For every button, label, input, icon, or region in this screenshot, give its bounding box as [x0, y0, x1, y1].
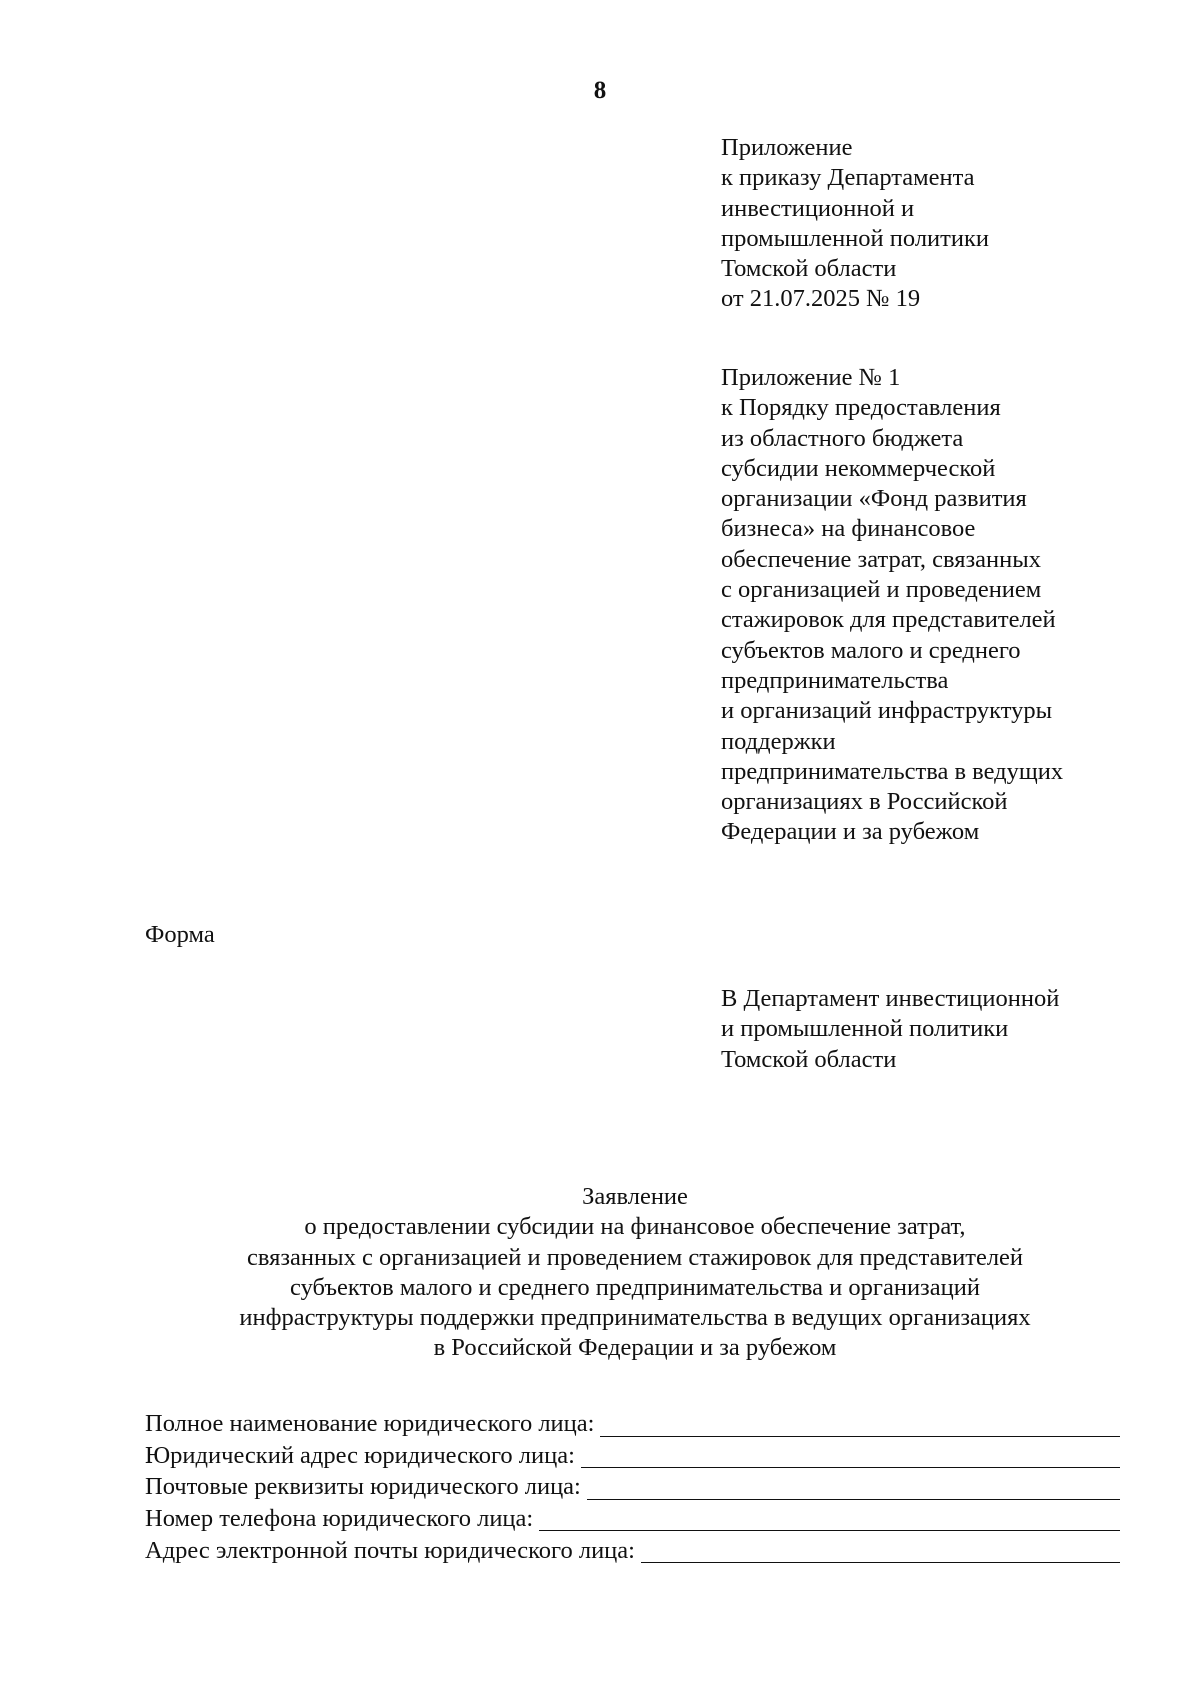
- field-blank-line[interactable]: [587, 1476, 1120, 1500]
- appendix-one-line: к Порядку предоставления: [721, 394, 1001, 422]
- applicant-fields: [145, 1408, 1120, 1566]
- field-blank-line[interactable]: [539, 1507, 1120, 1531]
- appendix-one-line: стажировок для представителей: [721, 606, 1056, 634]
- field-label: Юридический адрес юридического лица:: [145, 1441, 575, 1469]
- appendix-one-line: обеспечение затрат, связанных: [721, 545, 1041, 573]
- appendix-header-line: Томской области: [721, 255, 897, 283]
- page-number: 8: [593, 77, 607, 104]
- field-blank-line[interactable]: [600, 1413, 1120, 1437]
- title-line: связанных с организацией и проведением стажировок для представителей: [246, 1243, 1024, 1271]
- appendix-one-line: предпринимательства в ведущих: [721, 757, 1064, 785]
- appendix-one-header: [721, 363, 1063, 848]
- appendix-header-line: Приложение: [721, 134, 853, 161]
- field-label: Почтовые реквизиты юридического лица:: [145, 1473, 581, 1501]
- appendix-one-line: Федерации и за рубежом: [721, 818, 980, 846]
- form-label: Форма: [145, 921, 215, 948]
- appendix-one-line: из областного бюджета: [721, 424, 964, 452]
- title-heading: Заявление: [582, 1183, 688, 1210]
- appendix-one-line: поддержки: [721, 727, 836, 755]
- field-phone: [145, 1503, 1120, 1535]
- document-title: [0, 1182, 1200, 1364]
- appendix-one-line: организациях в Российской: [721, 788, 1008, 816]
- addressee-line: В Департамент инвестиционной: [721, 985, 1060, 1012]
- field-blank-line[interactable]: [641, 1539, 1120, 1563]
- appendix-header-line: от 21.07.2025 № 19: [721, 285, 921, 313]
- title-line: инфраструктуры поддержки предпринимательства в ведущих организациях: [239, 1304, 1031, 1332]
- title-line: о предоставлении субсидии на финансовое обеспечение затрат,: [304, 1213, 966, 1241]
- appendix-header-line: инвестиционной и: [721, 194, 915, 222]
- appendix-header: [721, 133, 989, 315]
- title-line: в Российской Федерации и за рубежом: [433, 1334, 837, 1362]
- title-line: субъектов малого и среднего предпринимательства и организаций: [290, 1273, 980, 1301]
- appendix-header-line: к приказу Департамента: [721, 164, 975, 192]
- appendix-header-line: промышленной политики: [721, 224, 989, 252]
- field-label: Адрес электронной почты юридического лица:: [145, 1536, 635, 1564]
- addressee-line: Томской области: [721, 1045, 897, 1073]
- appendix-one-line: субсидии некоммерческой: [721, 454, 996, 482]
- appendix-one-line: с организацией и проведением: [721, 576, 1042, 604]
- appendix-one-line: предпринимательства: [721, 666, 949, 694]
- field-legal-address: [145, 1440, 1120, 1472]
- appendix-one-line: субъектов малого и среднего: [721, 636, 1021, 664]
- field-label: Номер телефона юридического лица:: [145, 1505, 534, 1533]
- field-label: Полное наименование юридического лица:: [145, 1410, 595, 1438]
- appendix-one-line: бизнеса» на финансовое: [721, 515, 976, 543]
- addressee-block: [721, 984, 1059, 1075]
- addressee-line: и промышленной политики: [721, 1015, 1009, 1043]
- appendix-one-line: и организаций инфраструктуры: [721, 697, 1053, 725]
- field-blank-line[interactable]: [581, 1444, 1120, 1468]
- field-full-name: [145, 1408, 1120, 1440]
- appendix-one-line: Приложение № 1: [721, 364, 901, 391]
- field-email: [145, 1534, 1120, 1566]
- appendix-one-line: организации «Фонд развития: [721, 485, 1027, 513]
- field-postal-details: [145, 1471, 1120, 1503]
